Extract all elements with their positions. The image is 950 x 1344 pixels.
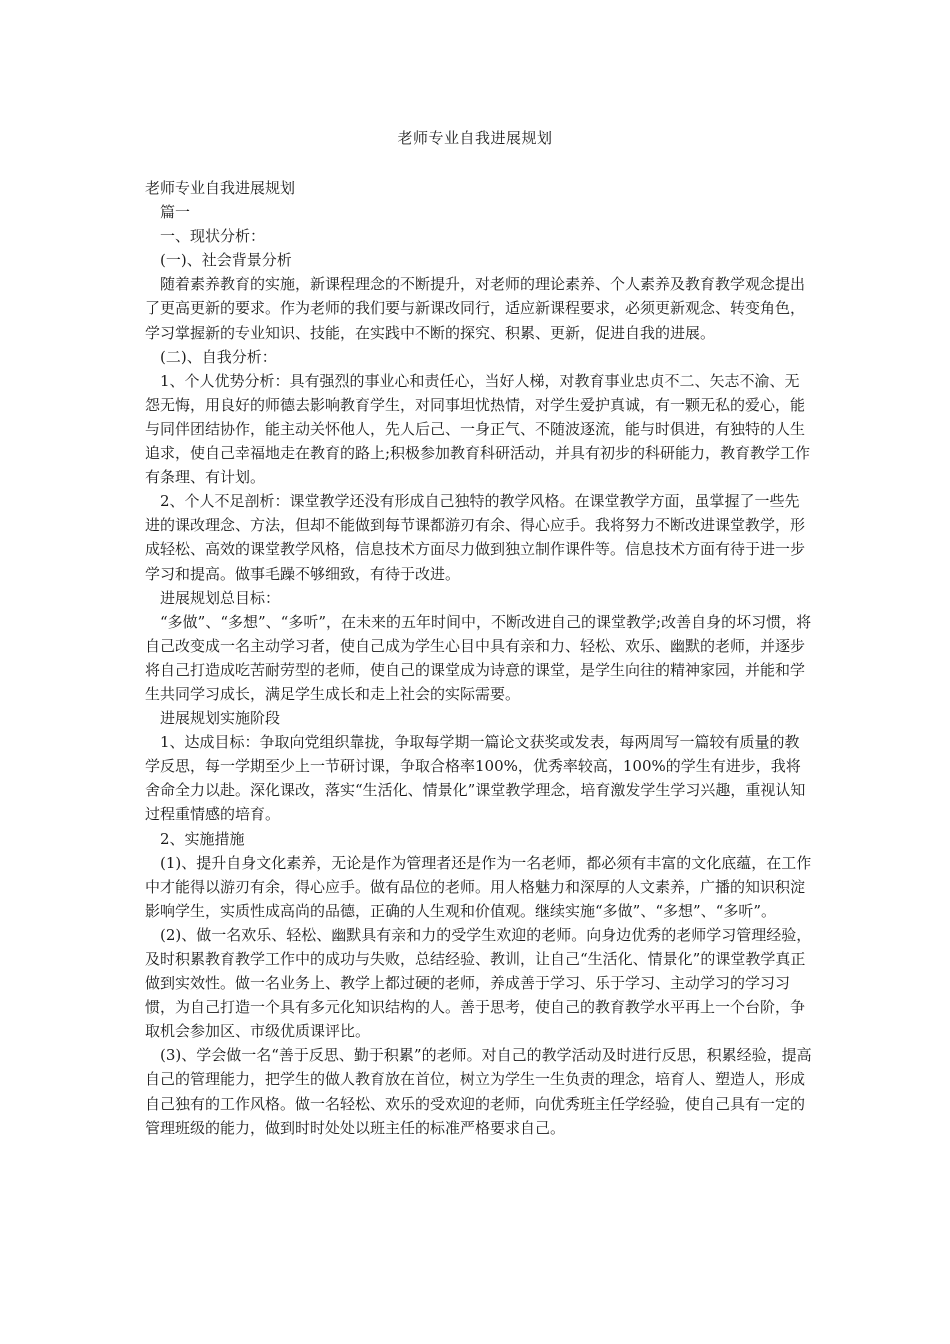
heading-social-background: (一)、社会背景分析 [160, 251, 292, 270]
paragraph-measure-2: (2)、做一名欢乐、轻松、幽默具有亲和力的受学生欢迎的老师。向身边优秀的老师学习管理经验，及时积累教育教学工作中的成功与失败，总结经验、教训，让自己“生活化、情景化”的课堂教学真正做到实效性。做一名业务上、教学上都过硬的老师，养成善于学习、乐于学习、主动学习的学习习惯，为自己打造一个具有多元化知识结构的人。善于思考，使自己的教育教学水平再上一个台阶，争取机会参加区、市级优质课评比。 [145, 925, 812, 1041]
body-heading: 老师专业自我进展规划 [145, 179, 296, 197]
document-body [145, 176, 813, 1140]
paragraph-social-background: 随着素养教育的实施，新课程理念的不断提升，对老师的理论素养、个人素养及教育教学观念提出了更高更新的要求。作为老师的我们要与新课改同行，适应新课程要求，必须更新观念、转变角色，学习掌握新的专业知识、技能，在实践中不断的探究、积累、更新，促进自我的进展。 [145, 275, 806, 342]
paragraph-overall-goal: “多做”、“多想”、“多听”，在未来的五年时间中，不断改进自己的课堂教学;改善自身的坏习惯，将自己改变成一名主动学习者，使自己成为学生心目中具有亲和力、轻松、欢乐、幽默的老师，并逐步将自己打造成吃苦耐劳型的老师，使自己的课堂成为诗意的课堂，是学生向往的精神家园，并能和学生共同学习成长，满足学生成长和走上社会的实际需要。 [145, 612, 812, 703]
heading-implementation-stage: 进展规划实施阶段 [160, 709, 281, 728]
section-label-part-one: 篇一 [160, 203, 191, 222]
paragraph-measure-3: (3)、学会做一名“善于反思、勤于积累”的老师。对自己的教学活动及时进行反思，积累经验，提高自己的管理能力，把学生的做人教育放在首位，树立为学生一生负责的理念，培育人、塑造人，形成自己独有的工作风格。做一名轻松、欢乐的受欢迎的老师，向优秀班主任学经验，使自己具有一定的管理班级的能力，做到时时处处以班主任的标准严格要求自己。 [145, 1046, 812, 1137]
paragraph-measure-1: (1)、提升自身文化素养，无论是作为管理者还是作为一名老师，都必须有丰富的文化底蕴，在工作中才能得以游刃有余，得心应手。做有品位的老师。用人格魅力和深厚的人文素养，广播的知识积淀影响学生，实质性成高尚的品德，正确的人生观和价值观。继续实施“多做”、“多想”、“多听”。 [145, 853, 812, 920]
paragraph-targets: 1、达成目标：争取向党组织靠拢，争取每学期一篇论文获奖或发表，每两周写一篇较有质量的教学反思，每一学期至少上一节研讨课，争取合格率100%，优秀率较高，100%的学生有进步，我将舍命全力以赴。深化课改，落实“生活化、情景化”课堂教学理念，培育激发学生学习兴趣，重视认知过程重情感的培育。 [145, 733, 806, 824]
heading-measures: 2、实施措施 [160, 829, 245, 848]
document-title: 老师专业自我进展规划 [397, 129, 553, 147]
heading-overall-goal: 进展规划总目标： [160, 588, 281, 607]
paragraph-weaknesses: 2、个人不足剖析：课堂教学还没有形成自己独特的教学风格。在课堂教学方面，虽掌握了一些先进的课改理念、方法，但却不能做到每节课都游刃有余、得心应手。我将努力不断改进课堂教学，形成轻松、高效的课堂教学风格，信息技术方面尽力做到独立制作课件等。信息技术方面有待于进一步学习和提高。做事毛躁不够细致，有待于改进。 [145, 492, 806, 583]
heading-status-analysis: 一、现状分析： [160, 227, 266, 246]
heading-self-analysis: (二)、自我分析： [160, 347, 277, 366]
paragraph-strengths: 1、个人优势分析：具有强烈的事业心和责任心，当好人梯，对教育事业忠贞不二、矢志不渝、无怨无悔，用良好的师德去影响教育学生，对同事坦忧热情，对学生爱护真诚，有一颗无私的爱心，能与同伴团结协作，能主动关怀他人，先人后己、一身正气、不随波逐流，能与时俱进，有独特的人生追求，使自己幸福地走在教育的路上;积极参加教育科研活动，并具有初步的科研能力，教育教学工作有条理、有计划。 [145, 371, 811, 487]
